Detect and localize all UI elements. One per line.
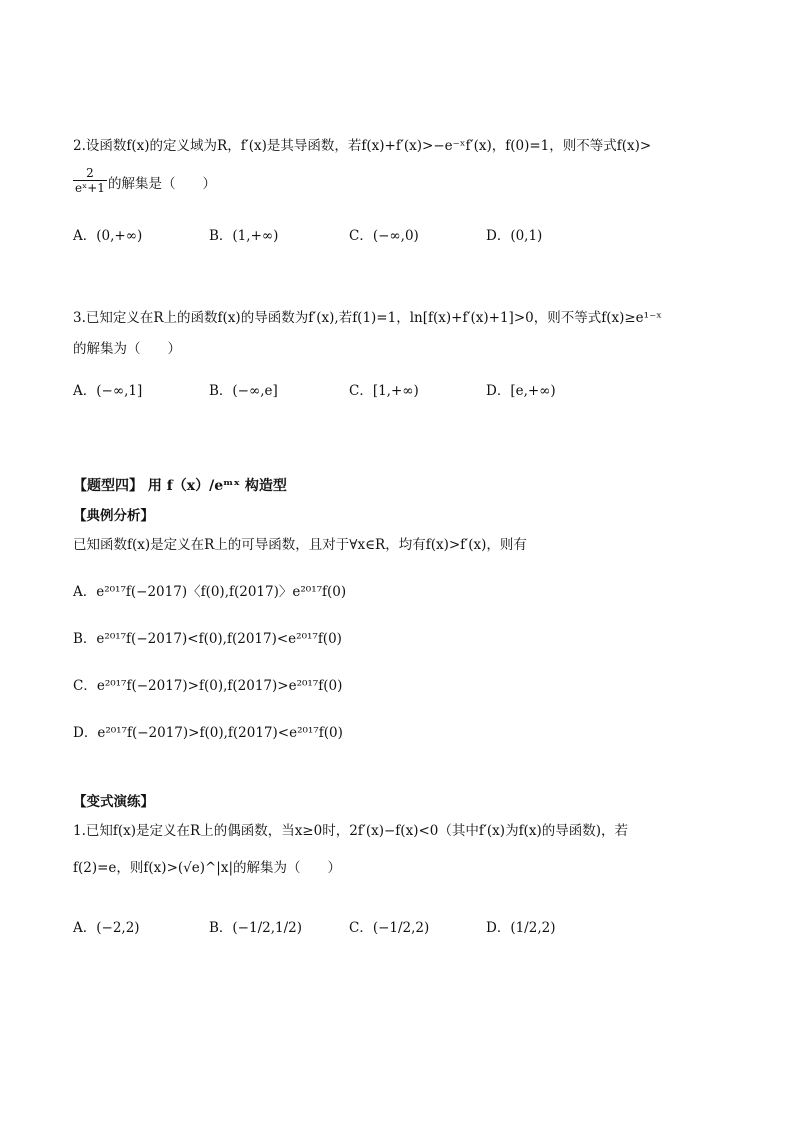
q3-option-a[interactable]: A．(−∞,1] (73, 383, 143, 399)
q3-line2: 的解集为（ ） (73, 341, 181, 357)
q2-option-c[interactable]: C．(−∞,0) (349, 228, 419, 244)
practice-q1-line2: f(2)=e，则f(x)>(√e)^|x|的解集为（ ） (73, 860, 342, 876)
q2-line1: 2.设函数f(x)的定义域为R，f′(x)是其导函数，若f(x)+f′(x)>−e⁻ˣf′(x)，f(0)=1，则不等式f(x)> (73, 138, 652, 154)
practice-option-d[interactable]: D．(1/2,2) (486, 920, 556, 936)
q3-line1: 3.已知定义在R上的函数f(x)的导函数为f′(x),若f(1)=1，ln[f(x)+f′(x)+1]>0，则不等式f(x)≥e¹⁻ˣ (73, 310, 662, 326)
practice-option-c[interactable]: C．(−1/2,2) (349, 920, 430, 936)
section-title: 【题型四】 用 f（x）/eᵐˣ 构造型 (73, 478, 287, 494)
q3-option-d[interactable]: D．[e,+∞) (486, 383, 556, 399)
q2-option-b[interactable]: B．(1,+∞) (209, 228, 279, 244)
q2-fraction-numerator: 2 (73, 166, 107, 181)
practice-heading: 【变式演练】 (73, 794, 154, 810)
example-option-b[interactable]: B．e²⁰¹⁷f(−2017)<f(0),f(2017)<e²⁰¹⁷f(0) (73, 631, 342, 647)
q2-line2: 的解集是（ ） (108, 176, 216, 192)
q2-fraction-denominator: eˣ+1 (75, 181, 105, 195)
q2-option-a[interactable]: A．(0,+∞) (73, 228, 143, 244)
example-option-d[interactable]: D．e²⁰¹⁷f(−2017)>f(0),f(2017)<e²⁰¹⁷f(0) (73, 725, 343, 741)
q2-option-d[interactable]: D．(0,1) (486, 228, 543, 244)
example-text: 已知函数f(x)是定义在R上的可导函数，且对于∀x∈R，均有f(x)>f′(x)，则有 (73, 537, 527, 553)
q3-option-c[interactable]: C．[1,+∞) (349, 383, 419, 399)
example-heading: 【典例分析】 (73, 508, 154, 524)
practice-q1-line1: 1.已知f(x)是定义在R上的偶函数，当x≥0时，2f′(x)−f(x)<0（其中f′(x)为f(x)的导函数)，若 (73, 823, 628, 839)
example-option-c[interactable]: C．e²⁰¹⁷f(−2017)>f(0),f(2017)>e²⁰¹⁷f(0) (73, 678, 343, 694)
q3-option-b[interactable]: B．(−∞,e] (209, 383, 278, 399)
practice-option-a[interactable]: A．(−2,2) (73, 920, 140, 936)
practice-option-b[interactable]: B．(−1/2,1/2) (209, 920, 303, 936)
q2-fraction (73, 166, 107, 195)
example-option-a[interactable]: A．e²⁰¹⁷f(−2017)〈f(0),f(2017)〉e²⁰¹⁷f(0) (73, 584, 347, 600)
